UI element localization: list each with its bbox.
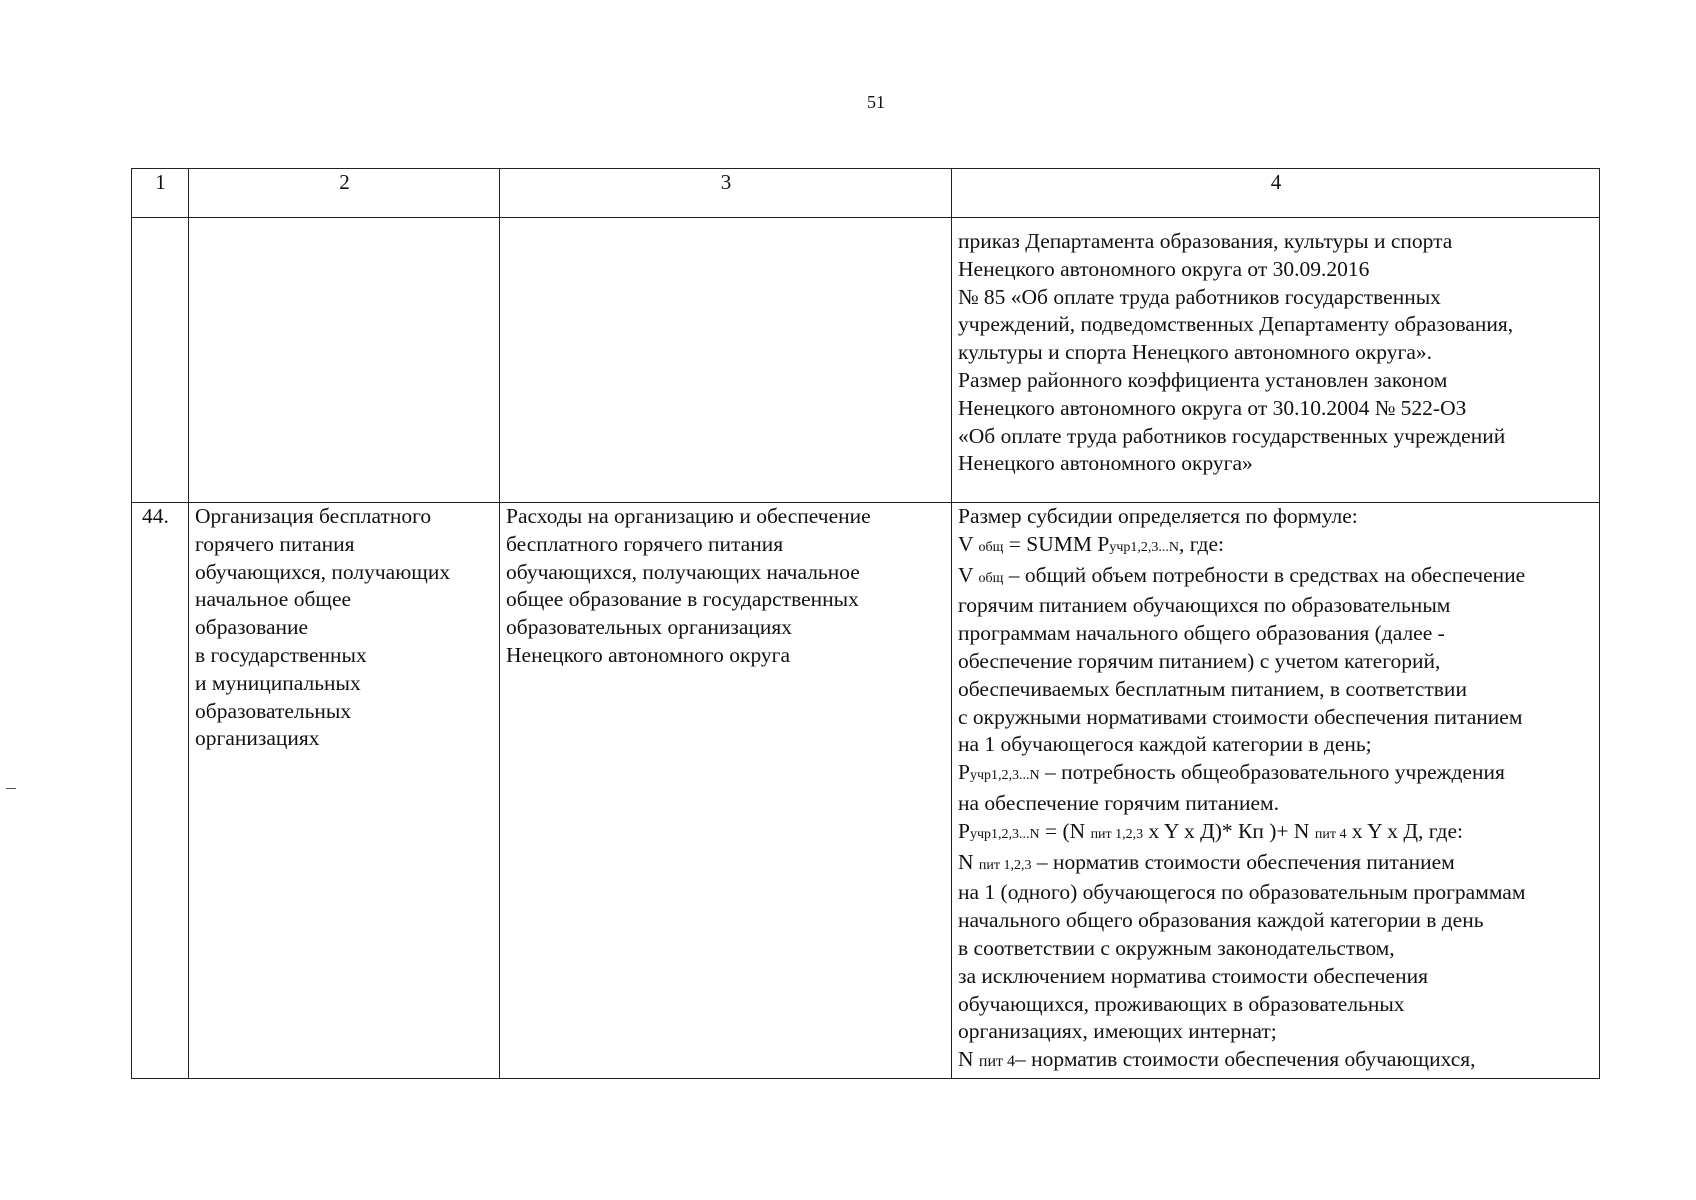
text-line: культуры и спорта Ненецкого автономного округа».	[958, 340, 1432, 365]
text-line: Ненецкого автономного округа от 30.10.2004 № 522-ОЗ	[958, 395, 1467, 420]
text-line: с окружными нормативами стоимости обеспечения питанием	[958, 704, 1523, 729]
text-line: обеспечение горячим питанием) с учетом категорий,	[958, 648, 1441, 673]
cell-activity-empty	[189, 218, 500, 503]
formula-total: V общ = SUMM Pучр1,2,3...N, где:	[958, 531, 1224, 556]
text-line: начальное общее	[195, 587, 352, 612]
cell-expense-empty	[500, 218, 952, 503]
text-line: приказ Департамента образования, культуры и спорта	[958, 229, 1453, 253]
text-line: образование	[195, 615, 309, 640]
text-line: № 85 «Об оплате труда работников государственных	[958, 284, 1441, 309]
regulation-table	[131, 168, 1600, 1079]
table-row-44	[132, 503, 1600, 1079]
header-col-1: 1	[132, 169, 189, 218]
text-line: горячего питания	[195, 531, 355, 556]
text-line: бесплатного горячего питания	[506, 531, 784, 556]
margin-tick	[6, 788, 16, 789]
text-line: «Об оплате труда работников государственных учреждений	[958, 423, 1506, 448]
text-line: Размер районного коэффициента установлен законом	[958, 367, 1448, 392]
definition-v-total: V общ – общий объем потребности в средствах на обеспечение	[958, 562, 1526, 587]
text-line: в государственных	[195, 642, 367, 667]
text-line: обучающихся, получающих начальное	[506, 559, 860, 584]
header-col-3: 3	[500, 169, 952, 218]
text-line: Ненецкого автономного округа»	[958, 451, 1253, 476]
cell-expense	[500, 503, 952, 1079]
text-line: организациях, имеющих интернат;	[958, 1019, 1277, 1044]
text-line: на 1 обучающегося каждой категории в день;	[958, 732, 1372, 757]
cell-formula	[952, 503, 1600, 1079]
table-header-row	[132, 169, 1600, 218]
text-line: образовательных	[195, 698, 352, 723]
text-line: общее образование в государственных	[506, 587, 859, 612]
text-line: Расходы на организацию и обеспечение	[506, 504, 871, 528]
formula-institution: Pучр1,2,3...N = (N пит 1,2,3 x Y x Д)* Кп )+ N пит 4 x Y x Д, где:	[958, 818, 1464, 843]
text-line: программам начального общего образования (далее -	[958, 621, 1445, 646]
cell-activity	[189, 503, 500, 1079]
text-line: на обеспечение горячим питанием.	[958, 790, 1279, 815]
header-col-2: 2	[189, 169, 500, 218]
definition-n-pit-123: N пит 1,2,3 – норматив стоимости обеспечения питанием	[958, 849, 1455, 874]
definition-p-institution: Pучр1,2,3...N – потребность общеобразовательного учреждения	[958, 760, 1505, 785]
text-line: горячим питанием обучающихся по образовательным	[958, 593, 1451, 618]
text-line: за исключением норматива стоимости обеспечения	[958, 963, 1428, 988]
cell-row-number: 44.	[132, 503, 189, 1079]
formula-intro: Размер субсидии определяется по формуле:	[958, 504, 1358, 528]
text-line: начального общего образования каждой категории в день	[958, 908, 1484, 933]
text-line: обучающихся, получающих	[195, 559, 451, 584]
text-line: на 1 (одного) обучающегося по образовательным программам	[958, 880, 1526, 905]
text-line: Ненецкого автономного округа	[506, 642, 791, 667]
cell-legal-basis	[952, 218, 1600, 503]
definition-n-pit-4: N пит 4– норматив стоимости обеспечения обучающихся,	[958, 1047, 1476, 1072]
text-line: Организация бесплатного	[195, 504, 432, 528]
table-row-continuation	[132, 218, 1600, 503]
cell-number-empty	[132, 218, 189, 503]
text-line: обучающихся, проживающих в образовательных	[958, 991, 1405, 1016]
text-line: учреждений, подведомственных Департаменту образования,	[958, 312, 1514, 337]
text-line: Ненецкого автономного округа от 30.09.2016	[958, 256, 1370, 281]
text-line: организациях	[195, 726, 320, 751]
text-line: в соответствии с окружным законодательством,	[958, 935, 1395, 960]
text-line: обеспечиваемых бесплатным питанием, в соответствии	[958, 676, 1467, 701]
page-number: 51	[867, 92, 885, 112]
header-col-4: 4	[952, 169, 1600, 218]
text-line: образовательных организациях	[506, 615, 793, 640]
text-line: и муниципальных	[195, 670, 361, 695]
